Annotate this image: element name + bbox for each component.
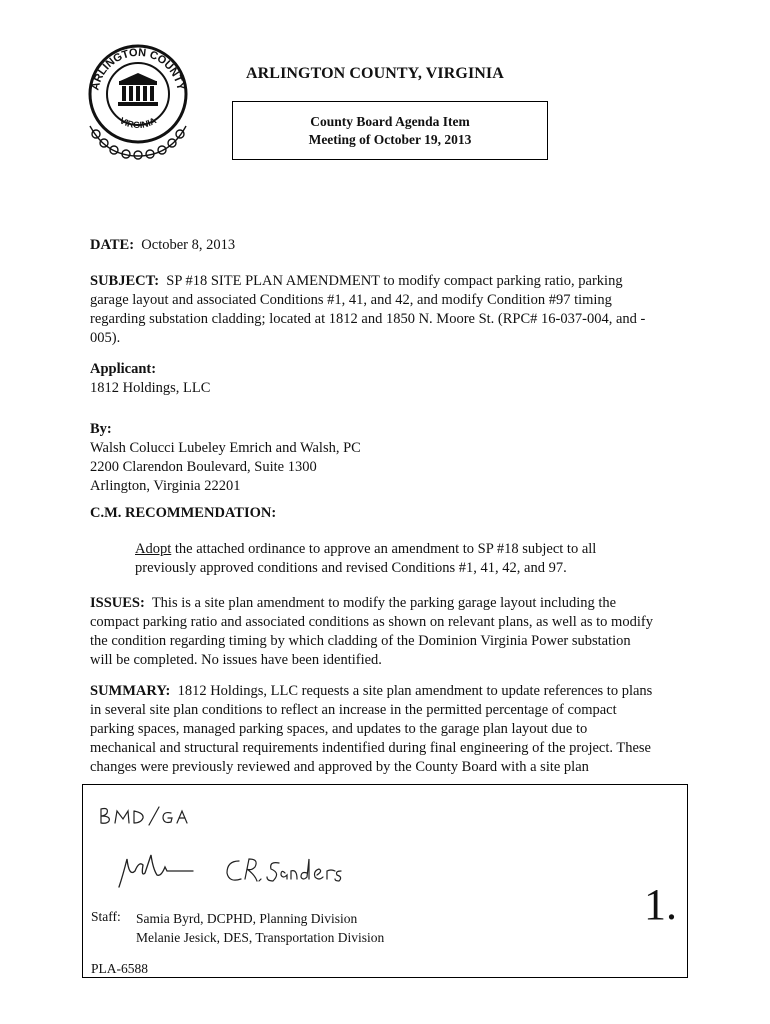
meeting-date: Meeting of October 19, 2013: [308, 132, 472, 147]
summary-label: SUMMARY:: [90, 683, 171, 699]
summary-section: SUMMARY: 1812 Holdings, LLC requests a site plan amendment to update references to plans in several site plan conditions to reflect an increase in the permitted percentage of compact parking spaces, managed parking spaces, and updates to the garage plan layout due to mechanical and structural requirements indentified during final engineering of the project. These changes were previously reviewed and approved by the County Board with a site plan: [90, 683, 653, 775]
seal-bottom-text: VIRGINIA: [118, 115, 158, 131]
agenda-item-box: [232, 101, 548, 160]
agenda-item-number: 1.: [644, 880, 677, 929]
staff-member: Melanie Jesick, DES, Transportation Division: [136, 930, 385, 945]
case-code: PLA-6588: [91, 961, 148, 976]
representative-name: Walsh Colucci Lubeley Emrich and Walsh, PC: [90, 440, 361, 456]
applicant-name: 1812 Holdings, LLC: [90, 380, 211, 396]
applicant-section: [90, 360, 688, 398]
recommendation-heading: C.M. RECOMMENDATION:: [90, 505, 277, 521]
seal-top-text: ARLINGTON COUNTY: [89, 46, 187, 92]
handwritten-signatures: [109, 847, 369, 893]
staff-label: Staff:: [91, 909, 121, 924]
adopt-word: Adopt: [135, 541, 172, 557]
svg-text:VIRGINIA: [118, 115, 158, 130]
county-seal: [86, 44, 190, 164]
svg-text:ARLINGTON COUNTY: [89, 47, 186, 92]
subject-label: SUBJECT:: [90, 273, 160, 289]
date-line: [90, 236, 688, 255]
subject-line: garage layout and associated Conditions #1, 41, and 42, and modify Condition #97 timing: [90, 292, 612, 308]
county-title: ARLINGTON COUNTY, VIRGINIA: [246, 65, 504, 82]
staff-member: Samia Byrd, DCPHD, Planning Division: [136, 911, 358, 926]
representative-address: 2200 Clarendon Boulevard, Suite 1300: [90, 459, 317, 475]
issues-section: ISSUES: This is a site plan amendment to modify the parking garage layout including the compact parking ratio and associated conditions as shown on relevant plans, as well as to modify the condition regarding timing by which cladding of the Dominion Virginia Power substation will be completed. No issues have been identified.: [90, 595, 653, 668]
date-label: DATE:: [90, 237, 135, 253]
applicant-label: Applicant:: [90, 361, 157, 377]
representative-city: Arlington, Virginia 22201: [90, 478, 241, 494]
agenda-item-title: County Board Agenda Item: [310, 114, 470, 129]
recommendation-text: Adopt the attached ordinance to approve an amendment to SP #18 subject to all previously approved conditions and revised Conditions #1, 41, 42, and 97.: [135, 541, 597, 576]
subject-section: [90, 272, 688, 348]
staff-footer-box: [82, 784, 688, 978]
subject-line: regarding substation cladding; located at 1812 and 1850 N. Moore St. (RPC# 16-037-004, and -: [90, 311, 646, 327]
date-value: October 8, 2013: [141, 237, 236, 253]
issues-label: ISSUES:: [90, 595, 145, 611]
staff-list: [136, 909, 384, 947]
by-label: By:: [90, 421, 112, 437]
by-section: [90, 420, 688, 496]
subject-line: 005).: [90, 330, 121, 346]
handwritten-initials: [97, 801, 217, 829]
subject-line: SUBJECT: SP #18 SITE PLAN AMENDMENT to modify compact parking ratio, parking: [90, 273, 623, 289]
